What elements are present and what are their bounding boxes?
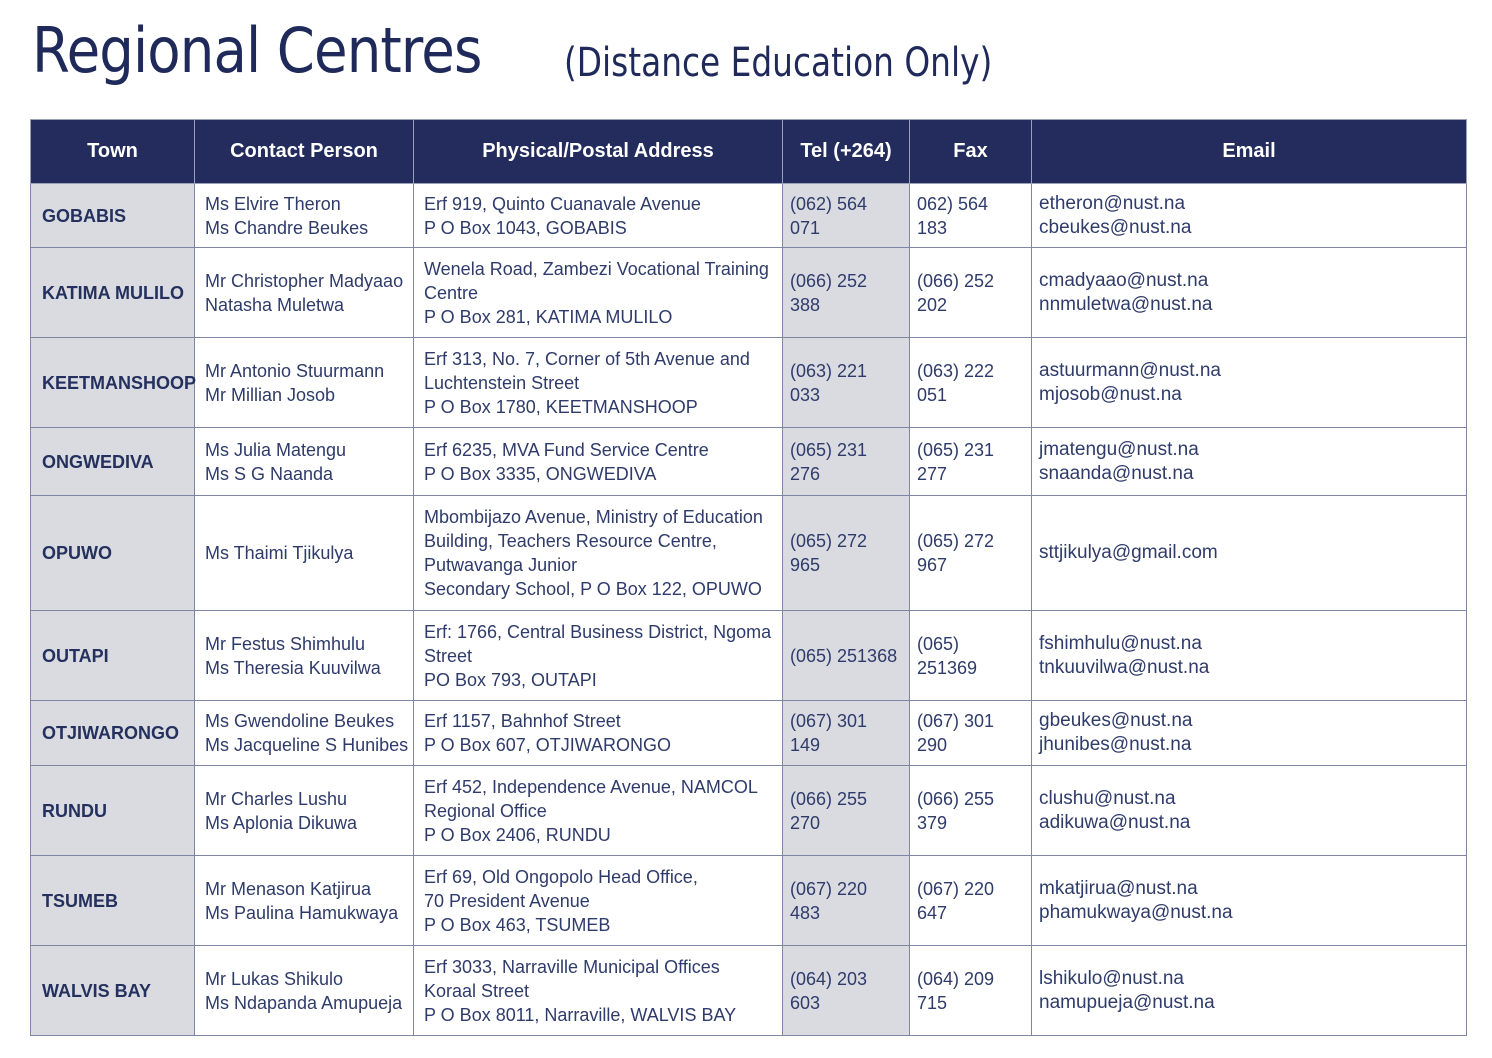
tel-cell: (065) 251368 [783,611,910,701]
contact-person-name: Ms Aplonia Dikuwa [205,812,358,833]
contact-person-name: Mr Antonio Stuurmann [205,360,385,381]
email-address[interactable]: lshikulo@nust.na [1039,967,1184,989]
town-cell: KATIMA MULILO [31,248,195,338]
contact-person-cell [195,248,414,338]
page-subtitle: (Distance Education Only) [564,40,993,86]
address-cell [414,248,783,338]
email-cell [1032,856,1467,946]
fax-cell: (065) 251369 [910,611,1032,701]
email-address[interactable]: etheron@nust.na [1039,192,1186,214]
tel-cell: (064) 203 603 [783,946,910,1036]
contact-person-name: Mr Festus Shimhulu [205,633,366,654]
email-address[interactable]: cbeukes@nust.na [1039,216,1192,238]
tel-cell: (066) 252 388 [783,248,910,338]
email-address[interactable]: snaanda@nust.na [1039,462,1194,484]
email-address[interactable]: namupueja@nust.na [1039,991,1215,1013]
contact-person-name: Ms Thaimi Tjikulya [205,543,354,563]
email-cell [1032,701,1467,766]
address-cell [414,496,783,611]
email-address[interactable]: adikuwa@nust.na [1039,811,1191,833]
contact-person-cell [195,946,414,1036]
contact-person-cell [195,428,414,496]
town-cell: OUTAPI [31,611,195,701]
contact-person-name: Mr Menason Katjirua [205,878,372,899]
email-address[interactable]: phamukwaya@nust.na [1039,901,1233,923]
email-cell [1032,248,1467,338]
email-cell [1032,428,1467,496]
header-fax: Fax [910,120,1032,184]
address-line: Erf 3033, Narraville Municipal Offices [424,956,720,977]
contact-person-name: Mr Millian Josob [205,384,336,405]
address-line: 70 President Avenue [424,890,590,911]
email-address[interactable]: mkatjirua@nust.na [1039,877,1198,899]
address-line: Erf 69, Old Ongopolo Head Office, [424,866,698,887]
header-tel: Tel (+264) [783,120,910,184]
email-address[interactable]: gbeukes@nust.na [1039,710,1193,731]
table-row [31,946,1467,1036]
address-cell [414,428,783,496]
town-cell: TSUMEB [31,856,195,946]
email-address[interactable]: clushu@nust.na [1039,787,1176,809]
town-cell: KEETMANSHOOP [31,338,195,428]
address-line: Koraal Street [424,980,530,1001]
address-cell [414,766,783,856]
address-line: Erf 1157, Bahnhof Street [424,711,621,731]
town-cell: WALVIS BAY [31,946,195,1036]
email-cell [1032,496,1467,611]
email-cell [1032,611,1467,701]
address-cell [414,701,783,766]
contact-person-name: Ms Ndapanda Amupueja [205,992,403,1013]
fax-cell: (067) 301 290 [910,701,1032,766]
table-row [31,856,1467,946]
contact-person-cell [195,338,414,428]
page-heading [32,14,993,87]
contact-person-cell [195,701,414,766]
contact-person-cell [195,856,414,946]
fax-cell: (065) 272 967 [910,496,1032,611]
fax-cell: (063) 222 051 [910,338,1032,428]
address-line: Erf 919, Quinto Cuanavale Avenue [424,193,701,214]
email-cell [1032,184,1467,248]
fax-cell: (064) 209 715 [910,946,1032,1036]
header-address: Physical/Postal Address [414,120,783,184]
header-town: Town [31,120,195,184]
email-address[interactable]: jhunibes@nust.na [1039,734,1192,755]
table-row [31,496,1467,611]
contact-person-name: Ms Elvire Theron [205,193,341,214]
table-body [31,184,1467,1036]
address-line: P O Box 281, KATIMA MULILO [424,306,673,327]
contact-person-name: Ms Paulina Hamukwaya [205,902,399,923]
table-header-row [31,120,1467,184]
address-line: P O Box 2406, RUNDU [424,824,611,845]
address-line: Erf 313, No. 7, Corner of 5th Avenue and Luchtenstein Street [424,348,750,393]
table-row [31,701,1467,766]
address-line: Wenela Road, Zambezi Vocational Training Centre [424,258,769,303]
town-cell: OTJIWARONGO [31,701,195,766]
contact-person-name: Ms S G Naanda [205,463,334,484]
tel-cell: (067) 301 149 [783,701,910,766]
address-line: P O Box 8011, Narraville, WALVIS BAY [424,1004,737,1025]
contact-person-name: Natasha Muletwa [205,294,345,315]
address-line: P O Box 1780, KEETMANSHOOP [424,396,698,417]
contact-person-name: Mr Christopher Madyaao [205,270,404,291]
address-line: Mbombijazo Avenue, Ministry of Education Building, Teachers Resource Centre, Putwavanga Junior [424,507,763,575]
contact-person-cell [195,184,414,248]
email-cell [1032,338,1467,428]
email-address[interactable]: astuurmann@nust.na [1039,359,1221,381]
address-line: Erf 452, Independence Avenue, NAMCOL Regional Office [424,776,758,821]
town-cell: RUNDU [31,766,195,856]
email-address[interactable]: mjosob@nust.na [1039,383,1182,405]
address-line: Erf: 1766, Central Business District, Ngoma Street [424,621,772,666]
contact-person-name: Ms Jacqueline S Hunibes [205,735,409,755]
address-cell [414,856,783,946]
town-cell: GOBABIS [31,184,195,248]
tel-cell: (063) 221 033 [783,338,910,428]
contact-person-name: Mr Charles Lushu [205,788,348,809]
address-cell [414,184,783,248]
table-row [31,428,1467,496]
contact-person-name: Ms Gwendoline Beukes [205,711,395,731]
address-line: P O Box 1043, GOBABIS [424,217,627,238]
table-row [31,248,1467,338]
email-address[interactable]: sttjikulya@gmail.com [1039,542,1218,563]
table-row [31,766,1467,856]
address-cell [414,338,783,428]
email-address[interactable]: tnkuuvilwa@nust.na [1039,656,1210,678]
contact-person-cell [195,496,414,611]
fax-cell: 062) 564 183 [910,184,1032,248]
address-line: Secondary School, P O Box 122, OPUWO [424,579,762,599]
header-email: Email [1032,120,1467,184]
email-address[interactable]: nnmuletwa@nust.na [1039,293,1213,315]
fax-cell: (067) 220 647 [910,856,1032,946]
contact-person-cell [195,611,414,701]
contact-person-cell [195,766,414,856]
tel-cell: (062) 564 071 [783,184,910,248]
address-cell [414,946,783,1036]
town-cell: ONGWEDIVA [31,428,195,496]
tel-cell: (065) 272 965 [783,496,910,611]
tel-cell: (065) 231 276 [783,428,910,496]
address-line: Erf 6235, MVA Fund Service Centre [424,439,709,460]
contact-person-name: Ms Theresia Kuuvilwa [205,657,381,678]
address-line: P O Box 463, TSUMEB [424,914,611,935]
address-line: P O Box 607, OTJIWARONGO [424,735,672,755]
table-row [31,611,1467,701]
email-cell [1032,946,1467,1036]
tel-cell: (066) 255 270 [783,766,910,856]
contact-person-name: Ms Chandre Beukes [205,217,369,238]
table-row [31,184,1467,248]
email-address[interactable]: cmadyaao@nust.na [1039,269,1209,291]
address-line: PO Box 793, OUTAPI [424,669,597,690]
town-cell: OPUWO [31,496,195,611]
email-address[interactable]: jmatengu@nust.na [1039,438,1199,460]
email-address[interactable]: fshimhulu@nust.na [1039,632,1202,654]
fax-cell: (065) 231 277 [910,428,1032,496]
page-title: Regional Centres [32,14,482,87]
email-cell [1032,766,1467,856]
header-contact-person: Contact Person [195,120,414,184]
table-row [31,338,1467,428]
fax-cell: (066) 252 202 [910,248,1032,338]
address-line: P O Box 3335, ONGWEDIVA [424,463,657,484]
contact-person-name: Mr Lukas Shikulo [205,968,344,989]
address-cell [414,611,783,701]
fax-cell: (066) 255 379 [910,766,1032,856]
contact-person-name: Ms Julia Matengu [205,439,347,460]
tel-cell: (067) 220 483 [783,856,910,946]
regional-centres-table [30,119,1467,1036]
